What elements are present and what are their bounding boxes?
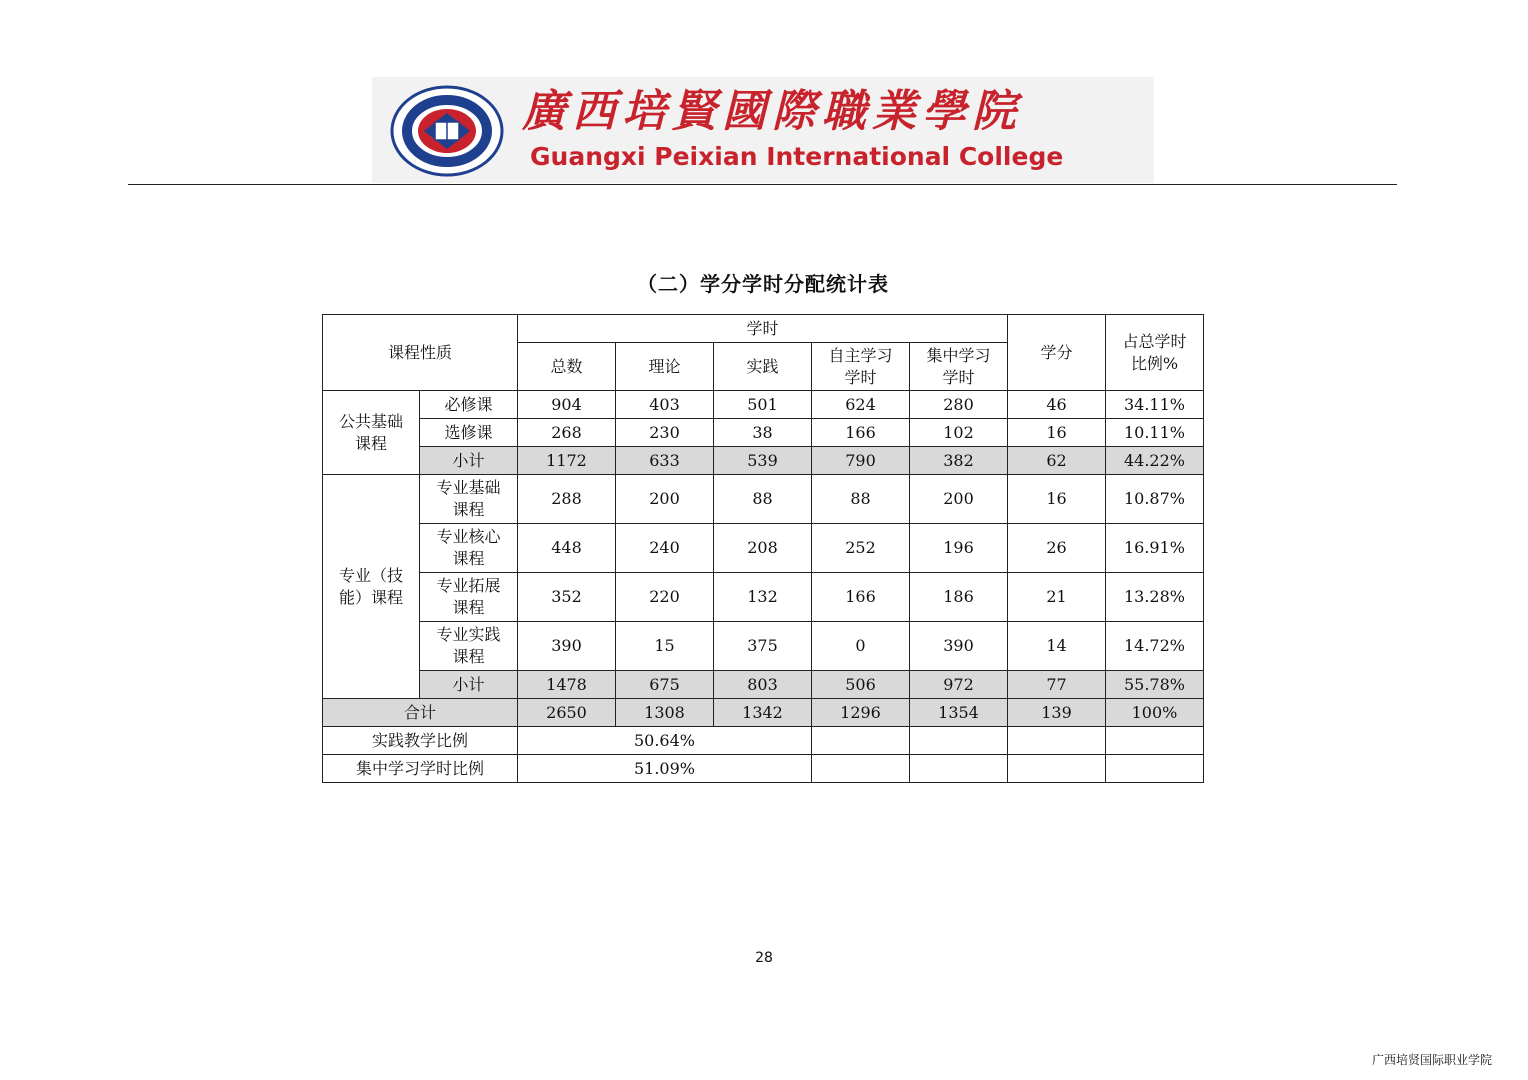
focused-ratio-row bbox=[323, 755, 1204, 783]
header-divider bbox=[128, 184, 1397, 185]
cell-focused: 280 bbox=[910, 391, 1008, 419]
cell-focused: 972 bbox=[910, 671, 1008, 699]
row-label: 合计 bbox=[323, 699, 518, 727]
cell-practice: 375 bbox=[714, 622, 812, 671]
row-label: 实践教学比例 bbox=[323, 727, 518, 755]
cell-self-study: 624 bbox=[812, 391, 910, 419]
cell-theory: 15 bbox=[616, 622, 714, 671]
cell-total: 2650 bbox=[518, 699, 616, 727]
school-name-en: Guangxi Peixian International College bbox=[530, 142, 1064, 171]
empty-cell bbox=[1008, 727, 1106, 755]
credit-hours-table bbox=[322, 314, 1204, 783]
empty-cell bbox=[910, 727, 1008, 755]
cell-practice: 1342 bbox=[714, 699, 812, 727]
focused-ratio-value: 51.09% bbox=[518, 755, 812, 783]
cell-total: 288 bbox=[518, 475, 616, 524]
empty-cell bbox=[1106, 727, 1204, 755]
cell-theory: 230 bbox=[616, 419, 714, 447]
cell-ratio: 55.78% bbox=[1106, 671, 1204, 699]
cell-theory: 220 bbox=[616, 573, 714, 622]
cell-theory: 675 bbox=[616, 671, 714, 699]
cell-credits: 46 bbox=[1008, 391, 1106, 419]
row-label: 专业基础 课程 bbox=[420, 475, 518, 524]
group-professional: 专业（技 能）课程 bbox=[323, 475, 420, 699]
cell-ratio: 14.72% bbox=[1106, 622, 1204, 671]
cell-practice: 803 bbox=[714, 671, 812, 699]
cell-ratio: 100% bbox=[1106, 699, 1204, 727]
cell-self-study: 790 bbox=[812, 447, 910, 475]
cell-theory: 403 bbox=[616, 391, 714, 419]
cell-credits: 16 bbox=[1008, 419, 1106, 447]
school-seal-icon bbox=[390, 85, 504, 177]
cell-credits: 77 bbox=[1008, 671, 1106, 699]
cell-focused: 196 bbox=[910, 524, 1008, 573]
cell-focused: 200 bbox=[910, 475, 1008, 524]
row-label: 选修课 bbox=[420, 419, 518, 447]
cell-credits: 21 bbox=[1008, 573, 1106, 622]
cell-total: 904 bbox=[518, 391, 616, 419]
cell-self-study: 1296 bbox=[812, 699, 910, 727]
subtotal-row bbox=[323, 671, 1204, 699]
cell-theory: 1308 bbox=[616, 699, 714, 727]
cell-ratio: 34.11% bbox=[1106, 391, 1204, 419]
footer-org-name: 广西培贤国际职业学院 bbox=[1371, 1053, 1492, 1067]
row-label: 小计 bbox=[420, 447, 518, 475]
empty-cell bbox=[1106, 755, 1204, 783]
cell-ratio: 16.91% bbox=[1106, 524, 1204, 573]
header-self-study: 自主学习 学时 bbox=[812, 343, 910, 391]
practice-ratio-value: 50.64% bbox=[518, 727, 812, 755]
page-number: 28 bbox=[755, 950, 773, 966]
cell-theory: 633 bbox=[616, 447, 714, 475]
header-theory: 理论 bbox=[616, 343, 714, 391]
header-course-type: 课程性质 bbox=[323, 315, 518, 391]
row-label: 小计 bbox=[420, 671, 518, 699]
cell-focused: 390 bbox=[910, 622, 1008, 671]
cell-total: 352 bbox=[518, 573, 616, 622]
cell-focused: 102 bbox=[910, 419, 1008, 447]
cell-credits: 62 bbox=[1008, 447, 1106, 475]
row-label: 集中学习学时比例 bbox=[323, 755, 518, 783]
cell-ratio: 44.22% bbox=[1106, 447, 1204, 475]
school-name-cn: 廣西培賢國際職業學院 bbox=[522, 86, 1022, 137]
cell-self-study: 252 bbox=[812, 524, 910, 573]
cell-focused: 1354 bbox=[910, 699, 1008, 727]
cell-self-study: 166 bbox=[812, 419, 910, 447]
cell-ratio: 10.11% bbox=[1106, 419, 1204, 447]
header-total: 总数 bbox=[518, 343, 616, 391]
cell-total: 268 bbox=[518, 419, 616, 447]
cell-credits: 26 bbox=[1008, 524, 1106, 573]
header-credits: 学分 bbox=[1008, 315, 1106, 391]
header-focused: 集中学习 学时 bbox=[910, 343, 1008, 391]
cell-focused: 382 bbox=[910, 447, 1008, 475]
cell-focused: 186 bbox=[910, 573, 1008, 622]
cell-self-study: 506 bbox=[812, 671, 910, 699]
table-row bbox=[323, 524, 1204, 573]
table-row bbox=[323, 419, 1204, 447]
table-row bbox=[323, 475, 1204, 524]
cell-self-study: 0 bbox=[812, 622, 910, 671]
header-practice: 实践 bbox=[714, 343, 812, 391]
header-row-1 bbox=[323, 315, 1204, 343]
empty-cell bbox=[910, 755, 1008, 783]
subtotal-row bbox=[323, 447, 1204, 475]
cell-total: 1172 bbox=[518, 447, 616, 475]
cell-ratio: 13.28% bbox=[1106, 573, 1204, 622]
row-label: 必修课 bbox=[420, 391, 518, 419]
cell-total: 448 bbox=[518, 524, 616, 573]
row-label: 专业核心 课程 bbox=[420, 524, 518, 573]
cell-practice: 132 bbox=[714, 573, 812, 622]
cell-self-study: 166 bbox=[812, 573, 910, 622]
cell-credits: 14 bbox=[1008, 622, 1106, 671]
cell-total: 1478 bbox=[518, 671, 616, 699]
cell-practice: 88 bbox=[714, 475, 812, 524]
row-label: 专业实践 课程 bbox=[420, 622, 518, 671]
cell-theory: 240 bbox=[616, 524, 714, 573]
cell-ratio: 10.87% bbox=[1106, 475, 1204, 524]
empty-cell bbox=[1008, 755, 1106, 783]
table-row bbox=[323, 391, 1204, 419]
cell-practice: 501 bbox=[714, 391, 812, 419]
grand-total-row bbox=[323, 699, 1204, 727]
table-row bbox=[323, 622, 1204, 671]
header-ratio: 占总学时 比例% bbox=[1106, 315, 1204, 391]
empty-cell bbox=[812, 727, 910, 755]
practice-ratio-row bbox=[323, 727, 1204, 755]
empty-cell bbox=[812, 755, 910, 783]
cell-total: 390 bbox=[518, 622, 616, 671]
group-public: 公共基础 课程 bbox=[323, 391, 420, 475]
cell-credits: 16 bbox=[1008, 475, 1106, 524]
table-row bbox=[323, 573, 1204, 622]
cell-practice: 539 bbox=[714, 447, 812, 475]
cell-practice: 208 bbox=[714, 524, 812, 573]
cell-self-study: 88 bbox=[812, 475, 910, 524]
header-hours: 学时 bbox=[518, 315, 1008, 343]
row-label: 专业拓展 课程 bbox=[420, 573, 518, 622]
school-banner bbox=[372, 77, 1154, 183]
table-title: （二）学分学时分配统计表 bbox=[637, 272, 889, 296]
cell-theory: 200 bbox=[616, 475, 714, 524]
cell-practice: 38 bbox=[714, 419, 812, 447]
cell-credits: 139 bbox=[1008, 699, 1106, 727]
